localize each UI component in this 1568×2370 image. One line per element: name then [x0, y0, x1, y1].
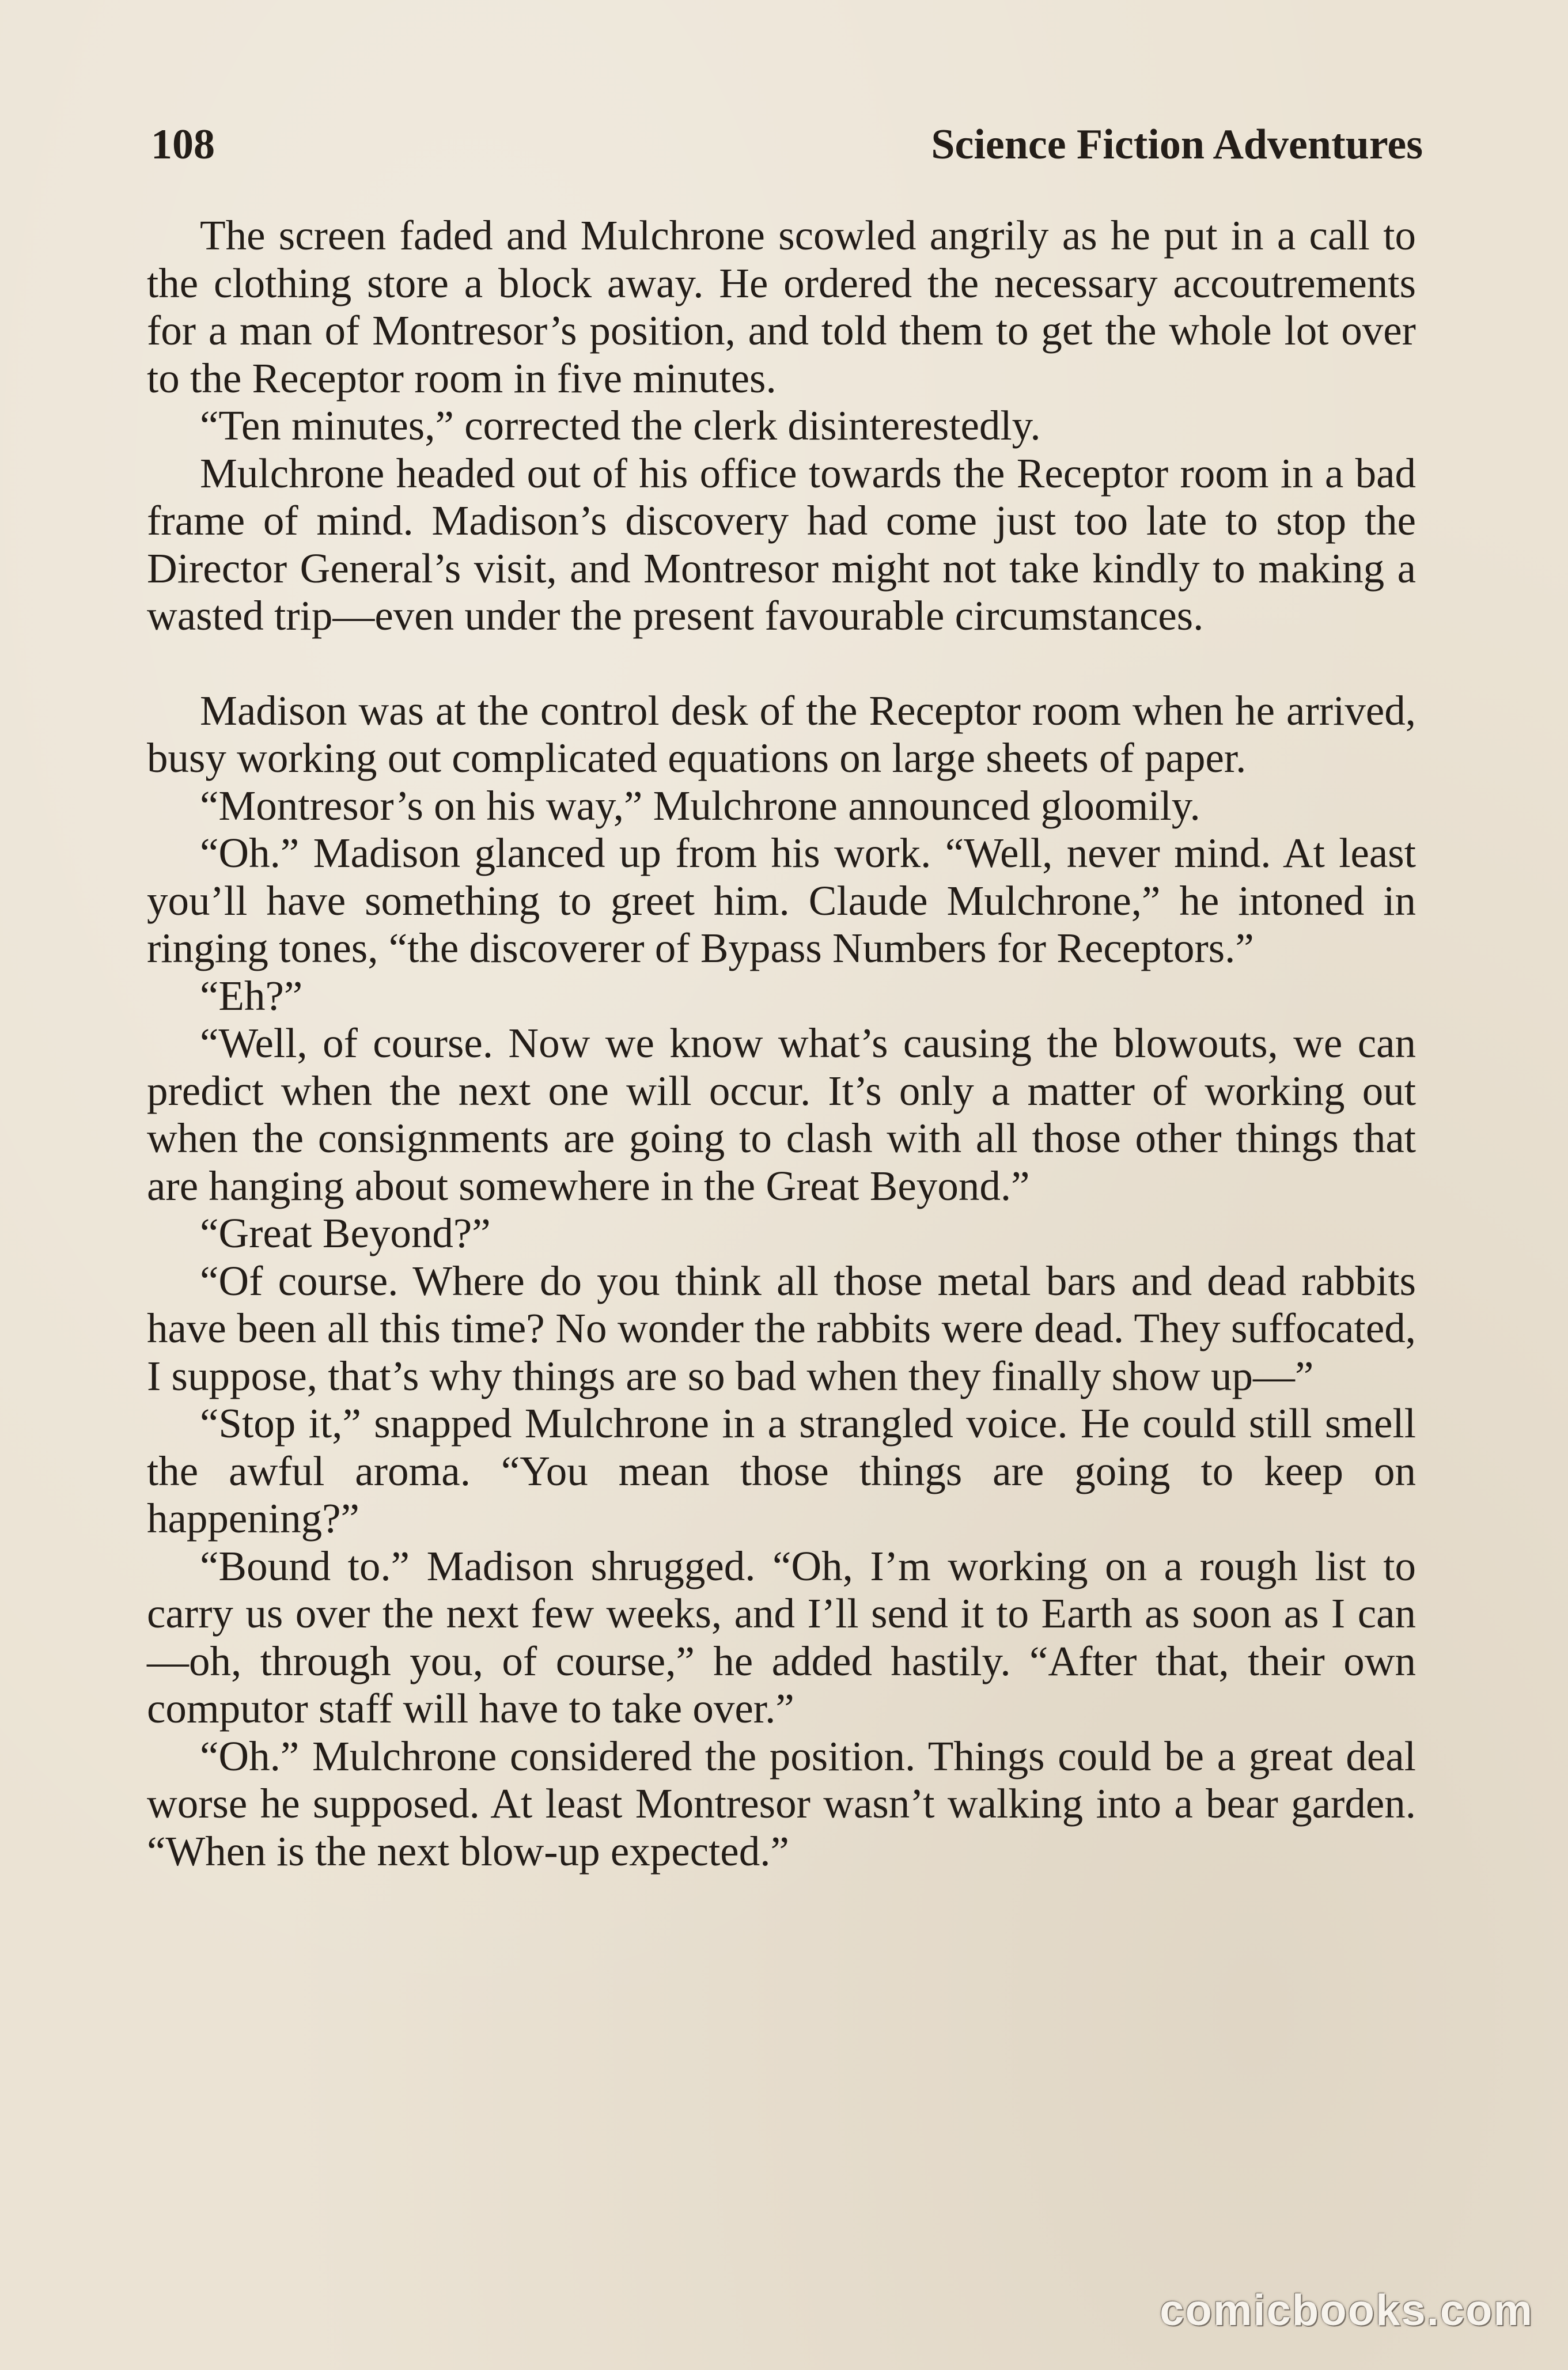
paragraph: “Montresor’s on his way,” Mulchrone announced gloomily.	[200, 782, 1200, 829]
paragraph: The screen faded and Mulchrone scowled angrily as he put in a call to the clothing store a block away. He ordered the necessary accoutrements for a man of Montresor’s position, and told them to get the whole lot over to the Receptor room in five minutes.	[147, 212, 1416, 402]
paragraph: Mulchrone headed out of his office towards the Receptor room in a bad frame of mind. Madison’s discovery had come just too late to stop the Director General’s visit, and Montresor might not take kindly to making a wasted trip—even under the present favourable circumstances.	[147, 449, 1416, 639]
paragraph: “Ten minutes,” corrected the clerk disinterestedly.	[200, 402, 1041, 449]
paragraph: “Stop it,” snapped Mulchrone in a strangled voice. He could still smell the awful aroma. “You mean those things are going to keep on happening?”	[147, 1400, 1416, 1542]
paragraph: “Bound to.” Madison shrugged. “Oh, I’m working on a rough list to carry us over the next few weeks, and I’ll send it to Earth as soon as I can—oh, through you, of course,” he added hastily. “After that, their own computor staff will have to take over.”	[147, 1542, 1416, 1732]
running-head-title: Science Fiction Adventures	[931, 121, 1423, 168]
paragraph: “Oh.” Madison glanced up from his work. “Well, never mind. At least you’ll have something to greet him. Claude Mulchrone,” he intoned in ringing tones, “the discoverer of Bypass Numbers for Receptors.”	[147, 830, 1416, 971]
paragraph: Madison was at the control desk of the Receptor room when he arrived, busy working out complicated equations on large sheets of paper.	[147, 687, 1416, 781]
body-text	[147, 212, 1416, 1875]
page-number: 108	[151, 121, 215, 168]
watermark-logo: comicbooks.com	[1160, 2286, 1533, 2335]
paragraph: “Of course. Where do you think all those metal bars and dead rabbits have been all this time? No wonder the rabbits were dead. They suffocated, I suppose, that’s why things are so bad when they finally show up—”	[147, 1257, 1416, 1399]
paragraph: “Well, of course. Now we know what’s causing the blowouts, we can predict when the next one will occur. It’s only a matter of working out when the consignments are going to clash with all those other things that are hanging about somewhere in the Great Beyond.”	[147, 1020, 1416, 1209]
page-header	[151, 113, 1423, 176]
paragraph: “Great Beyond?”	[200, 1210, 491, 1256]
paragraph: “Eh?”	[200, 972, 303, 1019]
paragraph: “Oh.” Mulchrone considered the position. Things could be a great deal worse he supposed. At least Montresor wasn’t walking into a bear garden. “When is the next blow-up expected.”	[147, 1732, 1416, 1875]
section-break	[147, 640, 1416, 687]
